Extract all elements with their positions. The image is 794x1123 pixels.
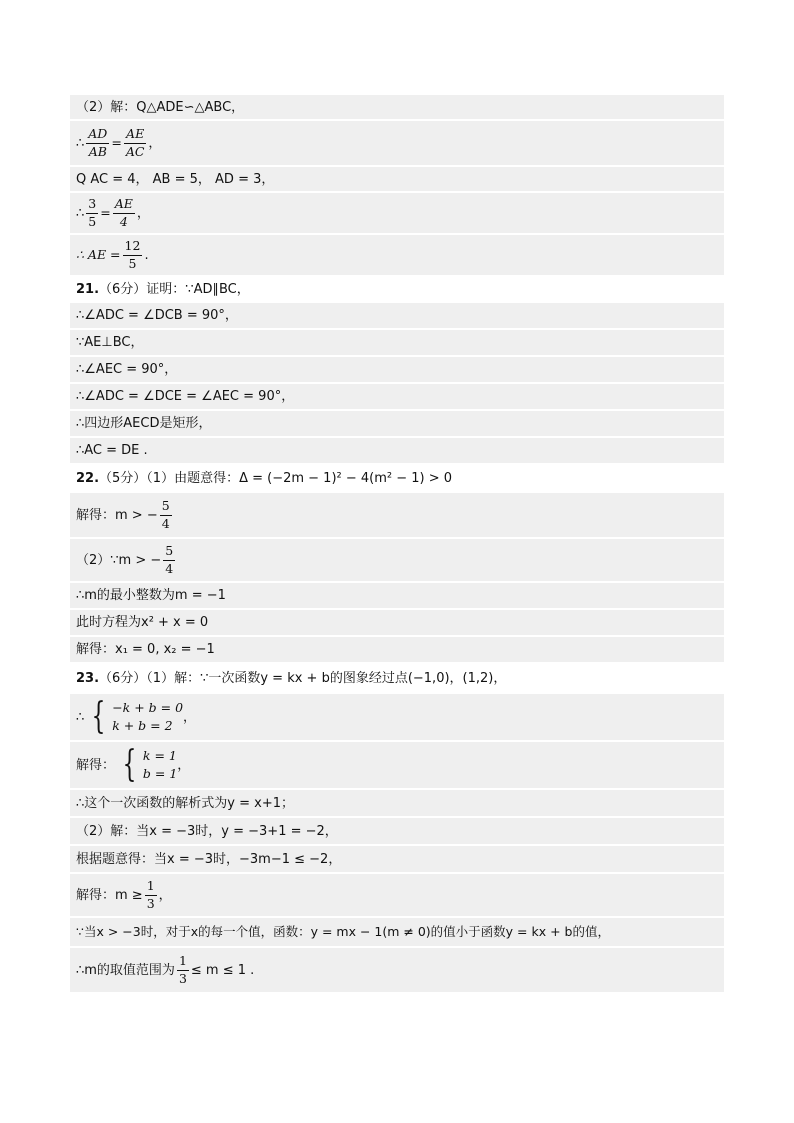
fraction: $\frac{12}{5}$ (124, 238, 141, 271)
problem-22-header (70, 465, 724, 491)
fraction: $\frac{3}{5}$ (88, 196, 97, 229)
fraction: $\frac{AE}{AC}$ (125, 126, 145, 159)
fraction: $\frac{1}{3}$ (178, 953, 187, 986)
brace-icon: { (122, 744, 137, 785)
solution-line: ∴m的最小整数为m = −1 (70, 583, 724, 608)
solution-line: （2）解：当x = −3时，y = −3+1 = −2， (70, 818, 724, 844)
solution-line: 根据题意得：当x = −3时，−3m−1 ≤ −2， (70, 846, 724, 872)
solution-line: ∴ $\frac{3}{5}$ = $\frac{AE}{4}$ ， (70, 193, 724, 233)
solution-line: ∴∠ADC = ∠DCE = ∠AEC = 90°， (70, 384, 724, 409)
brace-icon: { (91, 696, 106, 737)
solution-line: ∴这个一次函数的解析式为y = x+1； (70, 790, 724, 816)
solution-line: ∴四边形AECD是矩形， (70, 411, 724, 436)
solution-line: （2）∵m > − $\frac{5}{4}$ (70, 539, 724, 581)
fraction: $\frac{5}{4}$ (165, 543, 174, 576)
solution-line: ∴ { −k + b = 0 k + b = 2 ， (70, 694, 724, 740)
problem-23-header (70, 664, 724, 692)
line-text: （6分）证明：∵AD∥BC， (99, 281, 250, 297)
problem-number: 23. (76, 670, 100, 686)
solution-line: 解得：m ≥ $\frac{1}{3}$ ， (70, 874, 724, 916)
equation-system: { −k + b = 0 k + b = 2 (91, 696, 184, 737)
solution-line: 此时方程为x² + x = 0 (70, 610, 724, 635)
solution-line: ∵当x > −3时，对于x的每一个值，函数：y = mx − 1(m ≠ 0)的值小于函数y = kx + b的值， (70, 918, 724, 946)
fraction: $\frac{5}{4}$ (161, 498, 170, 531)
problem-number: 22. (76, 470, 100, 486)
solution-line: ∴∠ADC = ∠DCB = 90°， (70, 303, 724, 328)
line-text: （2）解：Q△ADE∽△ABC， (76, 99, 245, 115)
solution-line: 解得： { k = 1 b = 1 ， (70, 742, 724, 788)
fraction: $\frac{1}{3}$ (146, 878, 155, 911)
fraction: $\frac{AD}{AB}$ (88, 126, 108, 159)
problem-number: 21. (76, 281, 100, 297)
solution-line: ∴AC = DE . (70, 438, 724, 463)
line-text: （6分）（1）解：∵一次函数y = kx + b的图象经过点(−1,0)，(1,2)， (99, 670, 507, 686)
solution-line (70, 167, 724, 191)
problem-21-header (70, 277, 724, 301)
equals-sign: = (111, 134, 122, 150)
solution-line: ∴ $\frac{AD}{AB}$ = $\frac{AE}{AC}$ ， (70, 121, 724, 165)
equation-system: { k = 1 b = 1 (122, 744, 178, 785)
solution-line: ∴ AE = $\frac{12}{5}$ . (70, 235, 724, 275)
solution-line: ∴m的取值范围为 $\frac{1}{3}$ ≤ m ≤ 1 . (70, 948, 724, 992)
solution-line: ∴∠AEC = 90°， (70, 357, 724, 382)
solution-line: 解得：x₁ = 0, x₂ = −1 (70, 637, 724, 662)
solution-line (70, 95, 724, 119)
fraction: $\frac{AE}{4}$ (114, 196, 133, 229)
solution-line: 解得：m > − $\frac{5}{4}$ (70, 493, 724, 537)
solution-line: ∵AE⊥BC， (70, 330, 724, 355)
therefore-symbol: ∴ (76, 135, 85, 151)
line-text: （5分）（1）由题意得：Δ = (−2m − 1)² − 4(m² − 1) > 0 (99, 470, 453, 486)
solution-sheet (70, 95, 724, 994)
line-text: Q AC = 4， AB = 5， AD = 3， (76, 171, 275, 187)
